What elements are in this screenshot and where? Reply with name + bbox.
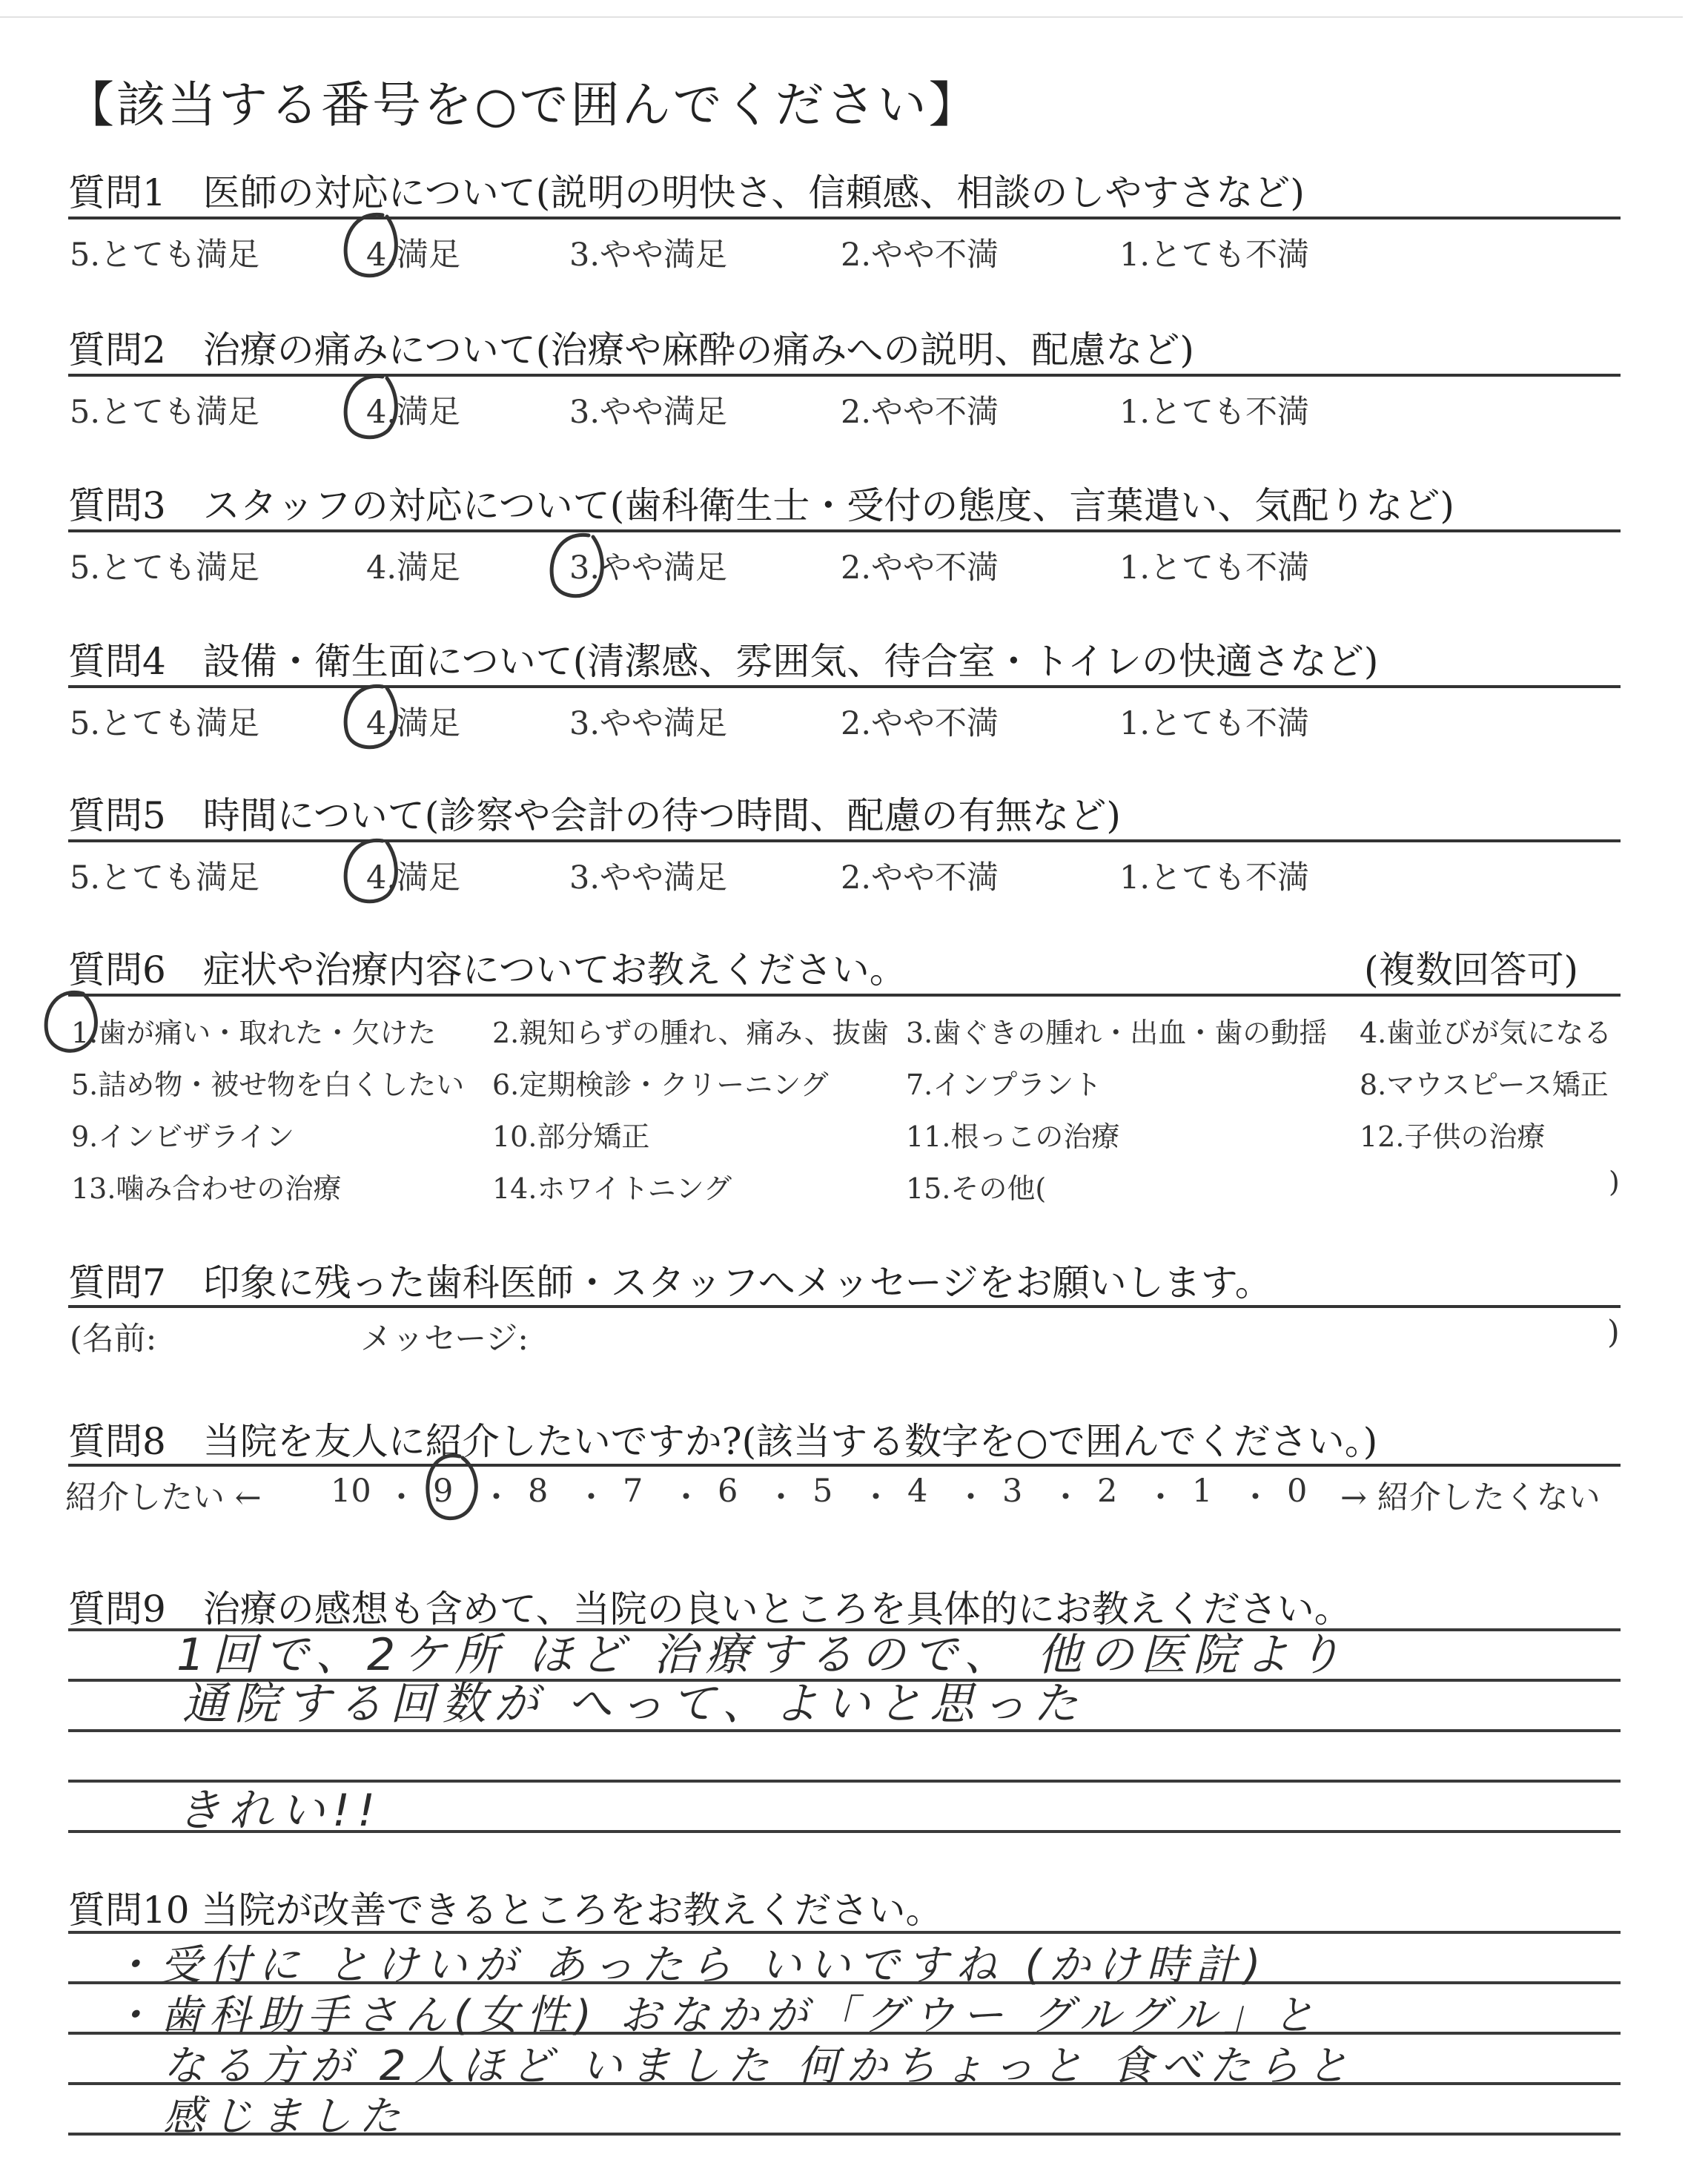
question-7-title: 質問7 印象に残った歯科医師・スタッフへメッセージをお願いします。 [68, 1261, 1272, 1304]
q10-handwriting-2: ・歯科助手さん(女性) おなかが「グウー グルグル」と [111, 1992, 1322, 2040]
q2-option-1[interactable]: 1.とても不満 [1119, 394, 1310, 431]
question-8-title: 質問8 当院を友人に紹介したいですか?(該当する数字を○で囲んでください。) [68, 1420, 1378, 1463]
q8-right-label: → 紹介したくない [1340, 1479, 1601, 1516]
q5-answer-circle [340, 835, 406, 909]
q6-option-12[interactable]: 12.子供の治療 [1360, 1120, 1546, 1153]
q8-scale-2[interactable]: 2 [1097, 1473, 1118, 1510]
question-1-title: 質問1 医師の対応について(説明の明快さ、信頼感、相談のしやすさなど) [68, 171, 1305, 214]
q7-message-label: メッセージ: [360, 1321, 529, 1358]
q4-answer-circle [340, 681, 406, 755]
q6-answer-circle [39, 986, 105, 1060]
q6-option-9[interactable]: 9.インビザライン [71, 1120, 295, 1153]
q6-option-5[interactable]: 5.詰め物・被せ物を白くしたい [71, 1069, 465, 1101]
q8-scale-3[interactable]: 3 [1002, 1473, 1023, 1510]
q6-option-11[interactable]: 11.根っこの治療 [906, 1120, 1120, 1153]
q3-option-2[interactable]: 2.やや不満 [841, 549, 999, 587]
q8-scale-0[interactable]: 0 [1287, 1473, 1308, 1510]
question-10-title: 質問10 当院が改善できるところをお教えください。 [68, 1889, 943, 1932]
q6-option-4[interactable]: 4.歯並びが気になる [1360, 1017, 1612, 1049]
q8-scale-6[interactable]: 6 [718, 1473, 738, 1510]
q2-answer-circle [340, 371, 406, 445]
q6-option-15[interactable]: 15.その他( [906, 1172, 1047, 1205]
q4-option-5[interactable]: 5.とても満足 [70, 705, 260, 742]
q3-option-3[interactable]: 3.やや満足 [569, 549, 728, 587]
question-6-rule [68, 994, 1621, 997]
q8-scale-7[interactable]: 7 [623, 1473, 643, 1510]
q3-answer-circle [546, 529, 612, 604]
q1-option-1[interactable]: 1.とても不満 [1119, 237, 1310, 274]
q10-handwriting-3: なる方が 2人ほど いました 何かちょっと 食べたらと [163, 2042, 1356, 2090]
q8-scale-dot: ・ [765, 1479, 797, 1516]
q4-option-4[interactable]: 4.満足 [366, 705, 461, 742]
q5-option-3[interactable]: 3.やや満足 [569, 859, 728, 896]
question-5-rule [68, 839, 1621, 842]
question-2-rule [68, 374, 1621, 377]
q5-option-5[interactable]: 5.とても満足 [70, 859, 260, 896]
q3-option-5[interactable]: 5.とても満足 [70, 549, 260, 587]
q7-close-paren: ) [1607, 1314, 1620, 1351]
q2-option-3[interactable]: 3.やや満足 [569, 394, 728, 431]
q8-scale-10[interactable]: 10 [331, 1473, 371, 1510]
q6-option-13[interactable]: 13.噛み合わせの治療 [71, 1172, 342, 1205]
q5-option-4[interactable]: 4.満足 [366, 859, 461, 896]
question-2-title: 質問2 治療の痛みについて(治療や麻酔の痛みへの説明、配慮など) [68, 328, 1194, 371]
q8-scale-dot: ・ [955, 1479, 987, 1516]
q3-option-1[interactable]: 1.とても不満 [1119, 549, 1310, 587]
q8-scale-dot: ・ [1239, 1479, 1271, 1516]
q8-scale-dot: ・ [480, 1479, 512, 1516]
question-6-title: 質問6 症状や治療内容についてお教えください。 [68, 948, 907, 991]
q8-scale-dot: ・ [575, 1479, 607, 1516]
question-8-rule [68, 1464, 1621, 1467]
question-5-title: 質問5 時間について(診察や会計の待つ時間、配慮の有無など) [68, 794, 1121, 837]
q2-option-5[interactable]: 5.とても満足 [70, 394, 260, 431]
q3-option-4[interactable]: 4.満足 [366, 549, 461, 587]
q5-option-2[interactable]: 2.やや不満 [841, 859, 999, 896]
q8-scale-dot: ・ [1050, 1479, 1082, 1516]
q1-option-5[interactable]: 5.とても満足 [70, 237, 260, 274]
q9-handwriting-1: 1回で、2ケ所 ほど 治療するので、 他の医院より [176, 1629, 1349, 1681]
q1-option-3[interactable]: 3.やや満足 [569, 237, 728, 274]
q8-answer-circle [418, 1447, 485, 1529]
q4-option-2[interactable]: 2.やや不満 [841, 705, 999, 742]
q1-option-4[interactable]: 4.満足 [366, 237, 461, 274]
q6-option-7[interactable]: 7.インプラント [906, 1069, 1102, 1101]
q4-option-1[interactable]: 1.とても不満 [1119, 705, 1310, 742]
q6-option-6[interactable]: 6.定期検診・クリーニング [492, 1069, 829, 1101]
q8-scale-dot: ・ [385, 1479, 417, 1516]
question-6-note: (複数回答可) [1364, 948, 1579, 991]
q8-scale-4[interactable]: 4 [907, 1473, 928, 1510]
q6-option-15-close: ) [1609, 1166, 1620, 1198]
q6-option-14[interactable]: 14.ホワイトニング [492, 1172, 732, 1205]
q10-handwriting-4: 感じました [163, 2093, 408, 2141]
top-border [0, 16, 1683, 18]
q8-scale-5[interactable]: 5 [812, 1473, 833, 1510]
q6-option-10[interactable]: 10.部分矯正 [492, 1120, 650, 1153]
question-4-rule [68, 685, 1621, 688]
q8-scale-1[interactable]: 1 [1192, 1473, 1213, 1510]
q6-option-3[interactable]: 3.歯ぐきの腫れ・出血・歯の動揺 [906, 1017, 1328, 1049]
q6-option-8[interactable]: 8.マウスピース矯正 [1360, 1069, 1609, 1101]
q10-handwriting-1: ・受付に とけいが あったら いいですね (かけ時計) [111, 1941, 1268, 1989]
q4-option-3[interactable]: 3.やや満足 [569, 705, 728, 742]
question-1-rule [68, 217, 1621, 219]
q8-scale-dot: ・ [1145, 1479, 1176, 1516]
q8-scale-dot: ・ [860, 1479, 892, 1516]
q6-option-2[interactable]: 2.親知らずの腫れ、痛み、抜歯 [492, 1017, 889, 1049]
q7-name-label: (名前: [70, 1321, 157, 1358]
q8-left-label: 紹介したい ← [65, 1479, 262, 1516]
q9-handwriting-4: きれい!! [176, 1785, 383, 1837]
q8-scale-9[interactable]: 9 [433, 1473, 454, 1510]
q1-answer-circle [340, 209, 406, 283]
question-3-rule [68, 529, 1621, 532]
q5-option-1[interactable]: 1.とても不満 [1119, 859, 1310, 896]
question-9-title: 質問9 治療の感想も含めて、当院の良いところを具体的にお教えください。 [68, 1588, 1351, 1631]
q8-scale-dot: ・ [670, 1479, 702, 1516]
q1-option-2[interactable]: 2.やや不満 [841, 237, 999, 274]
question-7-rule [68, 1305, 1621, 1308]
q2-option-2[interactable]: 2.やや不満 [841, 394, 999, 431]
q6-option-1[interactable]: 1.歯が痛い・取れた・欠けた [71, 1017, 437, 1049]
q8-scale-8[interactable]: 8 [528, 1473, 549, 1510]
question-4-title: 質問4 設備・衛生面について(清潔感、雰囲気、待合室・トイレの快適さなど) [68, 640, 1379, 683]
question-3-title: 質問3 スタッフの対応について(歯科衛生士・受付の態度、言葉遣い、気配りなど) [68, 484, 1454, 527]
q9-handwriting-2: 通院する回数が へって、よいと思った [182, 1678, 1085, 1730]
page-title: 【該当する番号を○で囲んでください】 [65, 76, 980, 133]
q2-option-4[interactable]: 4.満足 [366, 394, 461, 431]
